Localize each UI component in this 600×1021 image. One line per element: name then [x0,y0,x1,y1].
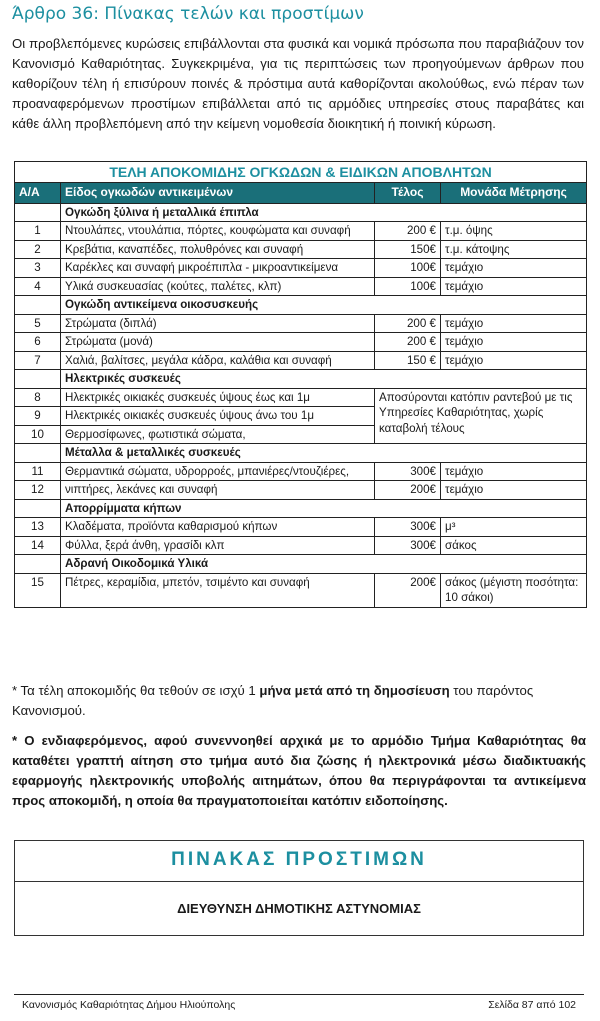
row-fee: 100€ [375,277,441,296]
row-fee: 100€ [375,259,441,278]
row-item: Χαλιά, βαλίτσες, μεγάλα κάδρα, καλάθια και συναφή [61,351,375,370]
table-row [15,462,587,481]
row-unit: τεμάχιο [441,314,587,333]
table-row [15,518,587,537]
col-header-unit: Μονάδα Μέτρησης [441,183,587,204]
row-num: 12 [15,481,61,500]
footer-page-number: Σελίδα 87 από 102 [488,999,576,1011]
fees-table [14,161,587,608]
table-row [15,481,587,500]
table-row [15,388,587,407]
row-item: νιπτήρες, λεκάνες και συναφή [61,481,375,500]
category-row [15,296,587,315]
fines-box [14,840,584,936]
category-label: Μέταλλα & μεταλλικές συσκευές [61,444,587,463]
row-item: Ηλεκτρικές οικιακές συσκευές ύψους άνω του 1μ [61,407,375,426]
electrical-note: Αποσύρονται κατόπιν ραντεβού με τις Υπηρεσίες Καθαριότητας, χωρίς καταβολή τέλους [375,388,587,444]
table-row [15,277,587,296]
footer-document-title: Κανονισμός Καθαριότητας Δήμου Ηλιούπολης [22,999,236,1011]
note-effective-date: * Τα τέλη αποκομιδής θα τεθούν σε ισχύ 1 μήνα μετά από τη δημοσίευση του παρόντος Κανονισμού. [12,683,534,718]
table-row [15,536,587,555]
row-item: Πέτρες, κεραμίδια, μπετόν, τσιμέντο και συναφή [61,573,375,607]
row-num: 8 [15,388,61,407]
row-item: Κρεβάτια, καναπέδες, πολυθρόνες και συναφή [61,240,375,259]
row-fee: 200€ [375,481,441,500]
col-header-num: Α/Α [15,183,61,204]
row-item: Ηλεκτρικές οικιακές συσκευές ύψους έως και 1μ [61,388,375,407]
row-unit: τεμάχιο [441,259,587,278]
row-fee: 300€ [375,518,441,537]
row-unit: σάκος [441,536,587,555]
category-row [15,203,587,222]
row-num: 2 [15,240,61,259]
table-row [15,259,587,278]
row-num: 9 [15,407,61,426]
category-row [15,444,587,463]
row-num: 6 [15,333,61,352]
table-row [15,314,587,333]
note-emphasis: μήνα μετά από τη δημοσίευση [259,683,450,698]
row-item: Θερμαντικά σώματα, υδρορροές, μπανιέρες/ντουζιέρες, [61,462,375,481]
footer-divider [14,994,584,995]
row-fee: 150€ [375,240,441,259]
row-unit: τεμάχιο [441,333,587,352]
row-num: 15 [15,573,61,607]
row-num: 3 [15,259,61,278]
row-unit: τεμάχιο [441,351,587,370]
row-unit: τ.μ. όψης [441,222,587,241]
row-num: 11 [15,462,61,481]
row-unit: τεμάχιο [441,481,587,500]
row-unit: τεμάχιο [441,277,587,296]
row-fee: 300€ [375,462,441,481]
fines-divider [15,881,583,882]
category-row [15,555,587,574]
table-row [15,573,587,607]
row-unit: μ³ [441,518,587,537]
table-row [15,222,587,241]
row-item: Στρώματα (διπλά) [61,314,375,333]
row-fee: 200 € [375,222,441,241]
intro-paragraph: Οι προβλεπόμενες κυρώσεις επιβάλλονται στα φυσικά και νομικά πρόσωπα που παραβιάζουν τον Κανονισμό Καθαριότητας. Συγκεκριμένα, για τις περιπτώσεις των προηγούμενων άρθρων που καθορίζουν τέλη ή επισύρουν ποινές & πρόστιμα αυτά καθορίζονται ακολούθως, ενώ πέραν των προαναφερόμενων προστίμων επιβάλλεται από τις αρμόδιες υπηρεσίες στους παραβάτες και κάθε άλλη προβλεπόμενη από την κείμενη νομοθεσία διοικητική ή ποινική κύρωση. [12,36,584,131]
row-item: Φύλλα, ξερά άνθη, γρασίδι κλπ [61,536,375,555]
article-heading: Άρθρο 36: Πίνακας τελών και προστίμων [12,4,364,24]
row-fee: 200 € [375,333,441,352]
row-item: Καρέκλες και συναφή μικροέπιπλα - μικροαντικείμενα [61,259,375,278]
row-num: 7 [15,351,61,370]
fines-subtitle: ΔΙΕΥΘΥΝΣΗ ΔΗΜΟΤΙΚΗΣ ΑΣΤΥΝΟΜΙΑΣ [177,901,421,916]
row-item: Υλικά συσκευασίας (κούτες, παλέτες, κλπ) [61,277,375,296]
col-header-item: Είδος ογκωδών αντικειμένων [61,183,375,204]
row-fee: 300€ [375,536,441,555]
row-num: 1 [15,222,61,241]
table-row [15,240,587,259]
row-fee: 200€ [375,573,441,607]
row-item: Στρώματα (μονά) [61,333,375,352]
fines-title: ΠΙΝΑΚΑΣ ΠΡΟΣΤΙΜΩΝ [171,849,427,870]
row-item: Κλαδέματα, προϊόντα καθαρισμού κήπων [61,518,375,537]
category-row [15,499,587,518]
row-unit: τεμάχιο [441,462,587,481]
row-num: 4 [15,277,61,296]
table-row [15,333,587,352]
row-num: 14 [15,536,61,555]
category-label: Ηλεκτρικές συσκευές [61,370,587,389]
row-num: 10 [15,425,61,444]
category-label: Απορρίμματα κήπων [61,499,587,518]
row-unit: σάκος (μέγιστη ποσότητα: 10 σάκοι) [441,573,587,607]
note-request-procedure: * Ο ενδιαφερόμενος, αφού συνεννοηθεί αρχικά με το αρμόδιο Τμήμα Καθαριότητας θα καταθέτει γραπτή αίτηση στο τμήμα αυτό δια ζώσης ή ηλεκτρονικά μέσω διαδικτυακής εφαρμογής ηλεκτρονικής υποβολής αιτημάτων, όπου θα περιγράφονται τα αντικείμενα προς αποκομιδή, η οποία θα πραγματοποιείται κατόπιν ειδοποίησης. [12,733,586,808]
category-label: Αδρανή Οικοδομικά Υλικά [61,555,587,574]
row-unit: τ.μ. κάτοψης [441,240,587,259]
table-row [15,351,587,370]
category-label: Ογκώδη αντικείμενα οικοσυσκευής [61,296,587,315]
row-num: 5 [15,314,61,333]
row-num: 13 [15,518,61,537]
row-item: Ντουλάπες, ντουλάπια, πόρτες, κουφώματα και συναφή [61,222,375,241]
row-fee: 200 € [375,314,441,333]
category-row [15,370,587,389]
category-label: Ογκώδη ξύλινα ή μεταλλικά έπιπλα [61,203,587,222]
row-fee: 150 € [375,351,441,370]
row-item: Θερμοσίφωνες, φωτιστικά σώματα, [61,425,375,444]
table-title: ΤΕΛΗ ΑΠΟΚΟΜΙΔΗΣ ΟΓΚΩΔΩΝ & ΕΙΔΙΚΩΝ ΑΠΟΒΛΗΤΩΝ [15,162,587,183]
table-header-row [15,183,587,204]
table-title-row [15,162,587,183]
col-header-fee: Τέλος [375,183,441,204]
